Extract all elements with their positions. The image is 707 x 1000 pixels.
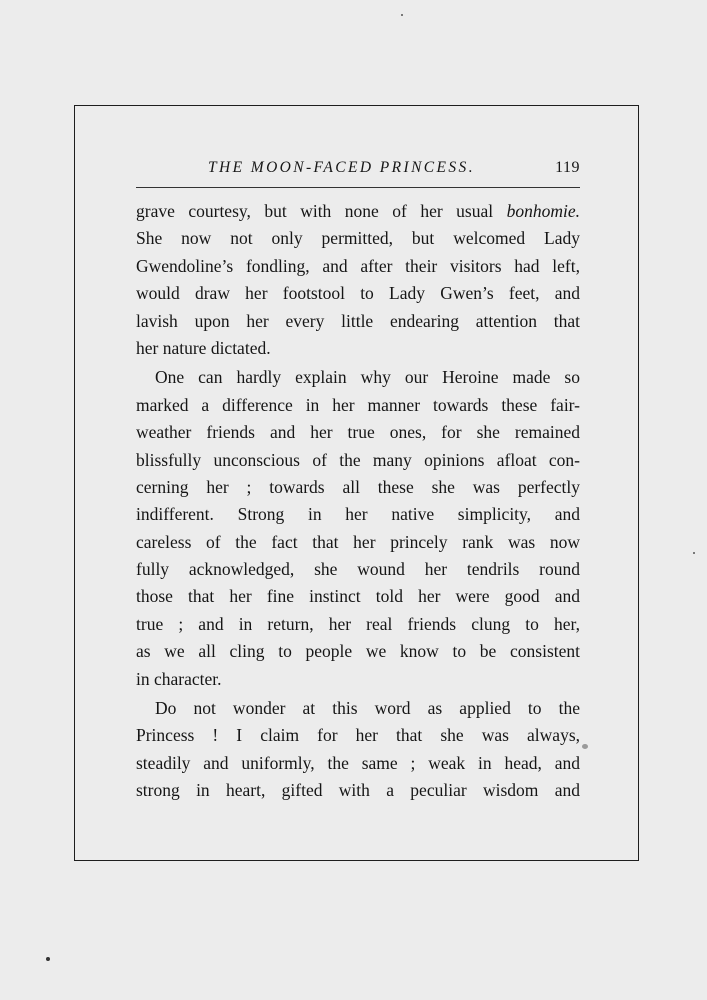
text-line: in character. — [136, 668, 222, 689]
text-line: weather friends and her true ones, for she remained — [136, 422, 580, 443]
text-line: cerning her ; towards all these she was perfectly — [136, 476, 580, 497]
paragraph-3 — [136, 695, 580, 805]
text-line: her nature dictated. — [136, 337, 271, 358]
paper-speck — [46, 957, 50, 961]
paragraph-1 — [136, 198, 580, 362]
text-line: strong in heart, gifted with a peculiar wisdom and — [136, 780, 580, 801]
body-text — [136, 198, 580, 805]
text-line: careless of the fact that her princely rank was now — [136, 531, 580, 552]
text-line: steadily and uniformly, the same ; weak in head, and — [136, 752, 580, 773]
text-line: Gwendoline’s fondling, and after their visitors had left, — [136, 255, 580, 276]
text-line: indifferent. Strong in her native simplicity, and — [136, 504, 580, 525]
text-line: She now not only permitted, but welcomed Lady — [136, 228, 580, 249]
text-line — [136, 198, 580, 225]
paragraph-2 — [136, 364, 580, 693]
text-line: as we all cling to people we know to be consistent — [136, 641, 580, 662]
text-line: Princess ! I claim for her that she was always, — [136, 725, 580, 746]
paper-speck — [401, 14, 403, 16]
text-segment: grave courtesy, but with none of her usual — [136, 201, 507, 221]
text-line: Do not wonder at this word as applied to the — [155, 698, 580, 719]
text-line: fully acknowledged, she wound her tendrils round — [136, 559, 580, 580]
text-line: those that her fine instinct told her were good and — [136, 586, 580, 607]
text-line: One can hardly explain why our Heroine made so — [155, 367, 580, 388]
text-line: true ; and in return, her real friends clung to her, — [136, 613, 580, 634]
running-title: THE MOON-FACED PRINCESS. — [208, 159, 475, 176]
text-line: blissfully unconscious of the many opinions afloat con- — [136, 449, 580, 470]
page-header — [136, 157, 580, 181]
italic-word: bonhomie. — [506, 201, 580, 221]
page-number: 119 — [555, 159, 580, 176]
text-line: marked a difference in her manner towards these fair- — [136, 394, 580, 415]
header-rule — [136, 187, 580, 188]
paper-speck — [693, 552, 695, 554]
text-line: lavish upon her every little endearing attention that — [136, 310, 580, 331]
paper-speck — [582, 744, 588, 749]
text-line: would draw her footstool to Lady Gwen’s feet, and — [136, 283, 580, 304]
